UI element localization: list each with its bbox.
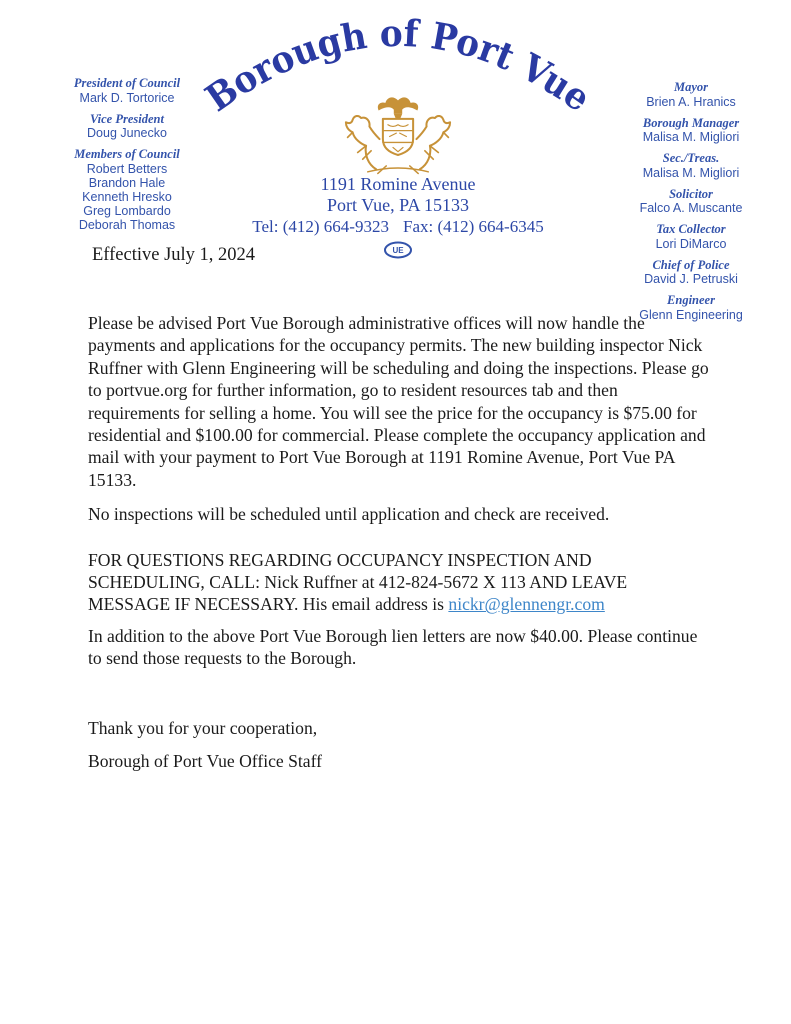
official-name: Malisa M. Migliori xyxy=(642,130,740,144)
official-name: Falco A. Muscante xyxy=(639,201,743,215)
officials-column-right xyxy=(592,80,790,329)
fax-number: Fax: (412) 664-6345 xyxy=(402,217,544,236)
email-link[interactable]: nickr@glennengr.com xyxy=(448,594,605,615)
official-title: Tax Collector xyxy=(656,222,726,236)
effective-date-line: Effective July 1, 2024 xyxy=(92,245,256,265)
official-name: Robert Betters xyxy=(86,161,168,176)
official-name: Glenn Engineering xyxy=(639,307,743,322)
closing-signature: Borough of Port Vue Office Staff xyxy=(88,751,322,772)
address-line-1: 1191 Romine Avenue xyxy=(320,174,476,194)
official-title: President of Council xyxy=(73,76,181,90)
official-name: Brandon Hale xyxy=(88,175,166,190)
closing-thanks: Thank you for your cooperation, xyxy=(88,717,318,738)
official-name: Malisa M. Migliori xyxy=(642,165,740,180)
official-title: Solicitor xyxy=(669,186,713,201)
paragraph-questions-text: FOR QUESTIONS REGARDING OCCUPANCY INSPECTION AND SCHEDULING, CALL: Nick Ruffner at 412-824-5672 X 113 AND LEAVE MESSAGE IF NECESSARY. His email address is xyxy=(88,549,628,615)
official-title: Chief of Police xyxy=(652,257,730,272)
official-group xyxy=(592,222,790,251)
tel-number: Tel: (412) 664-9323 xyxy=(252,217,389,236)
paragraph-occupancy-info: Please be advised Port Vue Borough administrative offices will now handle the payments and applications for the occupancy permits. The new building inspector Nick Ruffner with Glenn Engineering will be scheduling and doing the inspections. Please go to portvue.org for further information, go to resident resources tab and then requirements for selling a home. You will see the price for the occupancy is $75.00 for residential and $100.00 for commercial. Please complete the occupancy application and mail with your payment to Port Vue Borough at 1191 Romine Avenue, Port Vue PA 15133. xyxy=(88,313,709,490)
letter-body xyxy=(88,312,712,773)
coat-of-arms-icon xyxy=(303,92,493,176)
official-group xyxy=(592,116,790,145)
official-title: Borough Manager xyxy=(642,115,740,130)
official-group xyxy=(592,187,790,216)
union-label-icon xyxy=(383,241,413,259)
union-label-text: UE xyxy=(392,246,404,255)
official-name: Greg Lombardo xyxy=(83,203,171,218)
official-title: Mayor xyxy=(673,80,709,94)
phone-line xyxy=(192,217,604,237)
official-title: Vice President xyxy=(90,111,164,126)
org-title-text: Borough of Port Vue xyxy=(197,14,601,122)
official-name: Deborah Thomas xyxy=(78,217,176,232)
official-name: Brien A. Hranics xyxy=(646,94,736,109)
official-name: David J. Petruski xyxy=(644,272,738,286)
official-name: Doug Junecko xyxy=(87,126,167,140)
official-name: Lori DiMarco xyxy=(655,236,727,251)
official-group xyxy=(592,258,790,287)
official-group xyxy=(592,151,790,180)
official-title: Engineer xyxy=(667,293,715,307)
paragraph-lien-letters: In addition to the above Port Vue Borough lien letters are now $40.00. Please continue to send those requests to the Borough. xyxy=(88,625,698,669)
official-title: Members of Council xyxy=(74,147,180,161)
paragraph-no-inspections: No inspections will be scheduled until application and check are received. xyxy=(88,504,610,525)
official-title: Sec./Treas. xyxy=(662,151,720,165)
paragraph-questions xyxy=(88,549,712,616)
official-name: Mark D. Tortorice xyxy=(79,90,175,105)
address-line-2: Port Vue, PA 15133 xyxy=(327,195,469,215)
official-name: Kenneth Hresko xyxy=(82,189,172,204)
official-group xyxy=(592,80,790,109)
